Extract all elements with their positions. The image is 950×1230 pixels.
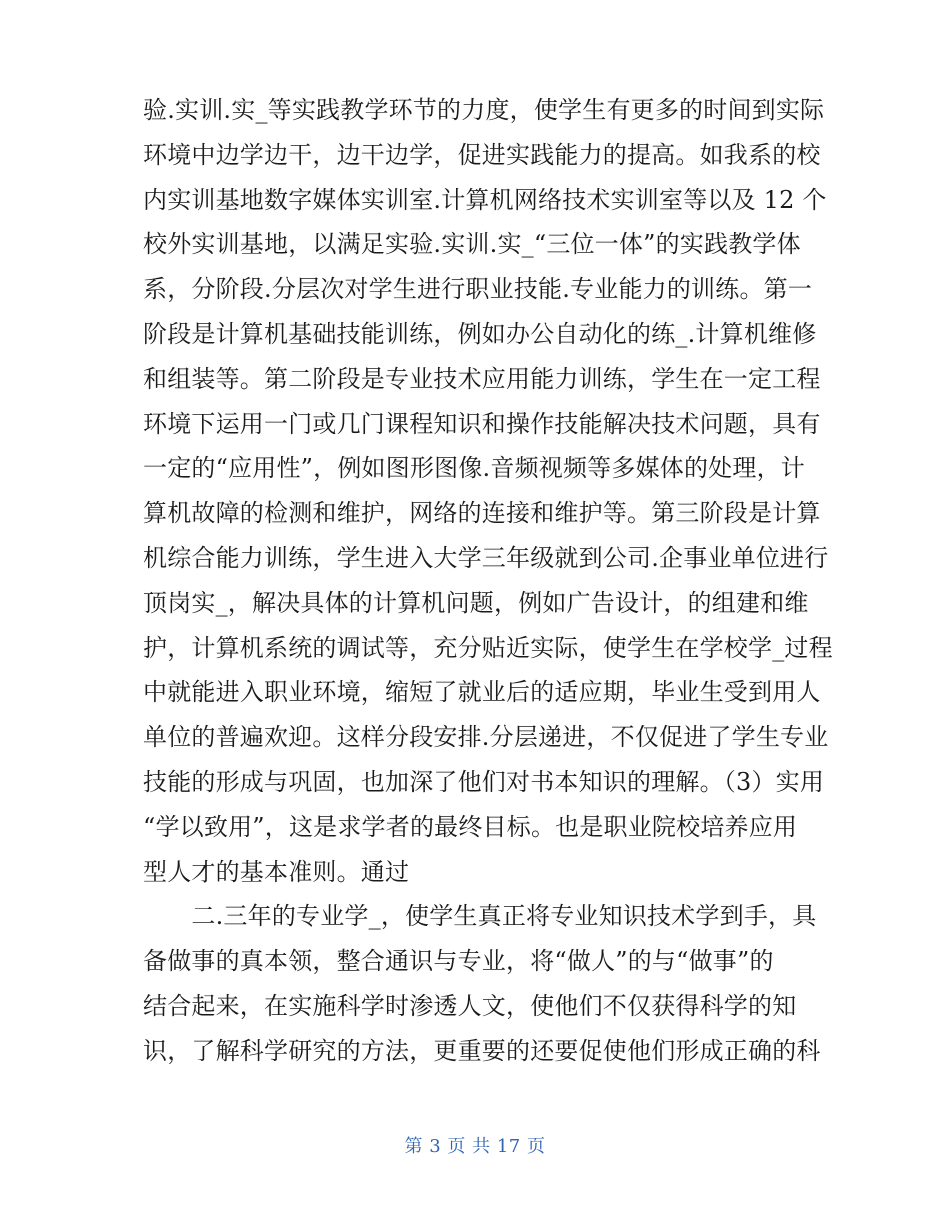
text-line: 识，了解科学研究的方法，更重要的还要促使他们形成正确的科 bbox=[143, 1036, 821, 1065]
text-line: 算机故障的检测和维护，网络的连接和维护等。第三阶段是计算 bbox=[143, 499, 821, 528]
text-line: 校外实训基地，以满足实验.实训.实_“三位一体”的实践教学体 bbox=[143, 230, 801, 259]
text-line: 型人才的基本准则。通过 bbox=[143, 857, 410, 886]
text-line: 结合起来，在实施科学时渗透人文，使他们不仅获得科学的知 bbox=[143, 991, 797, 1020]
text-line: 和组装等。第二阶段是专业技术应用能力训练，学生在一定工程 bbox=[143, 364, 821, 393]
text-line: 顶岗实_，解决具体的计算机问题，例如广告设计，的组建和维 bbox=[143, 588, 809, 617]
text-line: 一定的“应用性”，例如图形图像.音频视频等多媒体的处理，计 bbox=[143, 454, 805, 483]
text-line: 护，计算机系统的调试等，充分贴近实际，使学生在学校学_过程 bbox=[143, 633, 833, 662]
text-line: 机综合能力训练，学生进入大学三年级就到公司.企事业单位进行 bbox=[143, 543, 829, 572]
text-line: 备做事的真本领，整合通识与专业，将“做人”的与“做事”的 bbox=[143, 947, 774, 976]
text-line: 系，分阶段.分层次对学生进行职业技能.专业能力的训练。第一 bbox=[143, 275, 813, 304]
text-line: 中就能进入职业环境，缩短了就业后的适应期，毕业生受到用人 bbox=[143, 678, 821, 707]
text-line: “学以致用”，这是求学者的最终目标。也是职业院校培养应用 bbox=[143, 812, 798, 841]
document-body bbox=[143, 88, 833, 1074]
text-line: 环境下运用一门或几门课程知识和操作技能解决技术问题，具有 bbox=[143, 409, 821, 438]
text-line: 验.实训.实_等实践教学环节的力度，使学生有更多的时间到实际 bbox=[143, 96, 825, 124]
text-line: 二.三年的专业学_，使学生真正将专业知识技术学到手，具 bbox=[143, 902, 817, 931]
text-line: 技能的形成与巩固，也加深了他们对书本知识的理解。（3）实用 bbox=[143, 767, 825, 796]
text-line: 单位的普遍欢迎。这样分段安排.分层递进，不仅促进了学生专业 bbox=[143, 723, 829, 752]
text-line: 内实训基地数字媒体实训室.计算机网络技术实训室等以及 12 个 bbox=[143, 185, 827, 214]
page-number-footer: 第 3 页 共 17 页 bbox=[404, 1136, 546, 1157]
text-line: 环境中边学边干，边干边学，促进实践能力的提高。如我系的校 bbox=[143, 140, 821, 169]
text-line: 阶段是计算机基础技能训练，例如办公自动化的练_.计算机维修 bbox=[143, 319, 817, 348]
